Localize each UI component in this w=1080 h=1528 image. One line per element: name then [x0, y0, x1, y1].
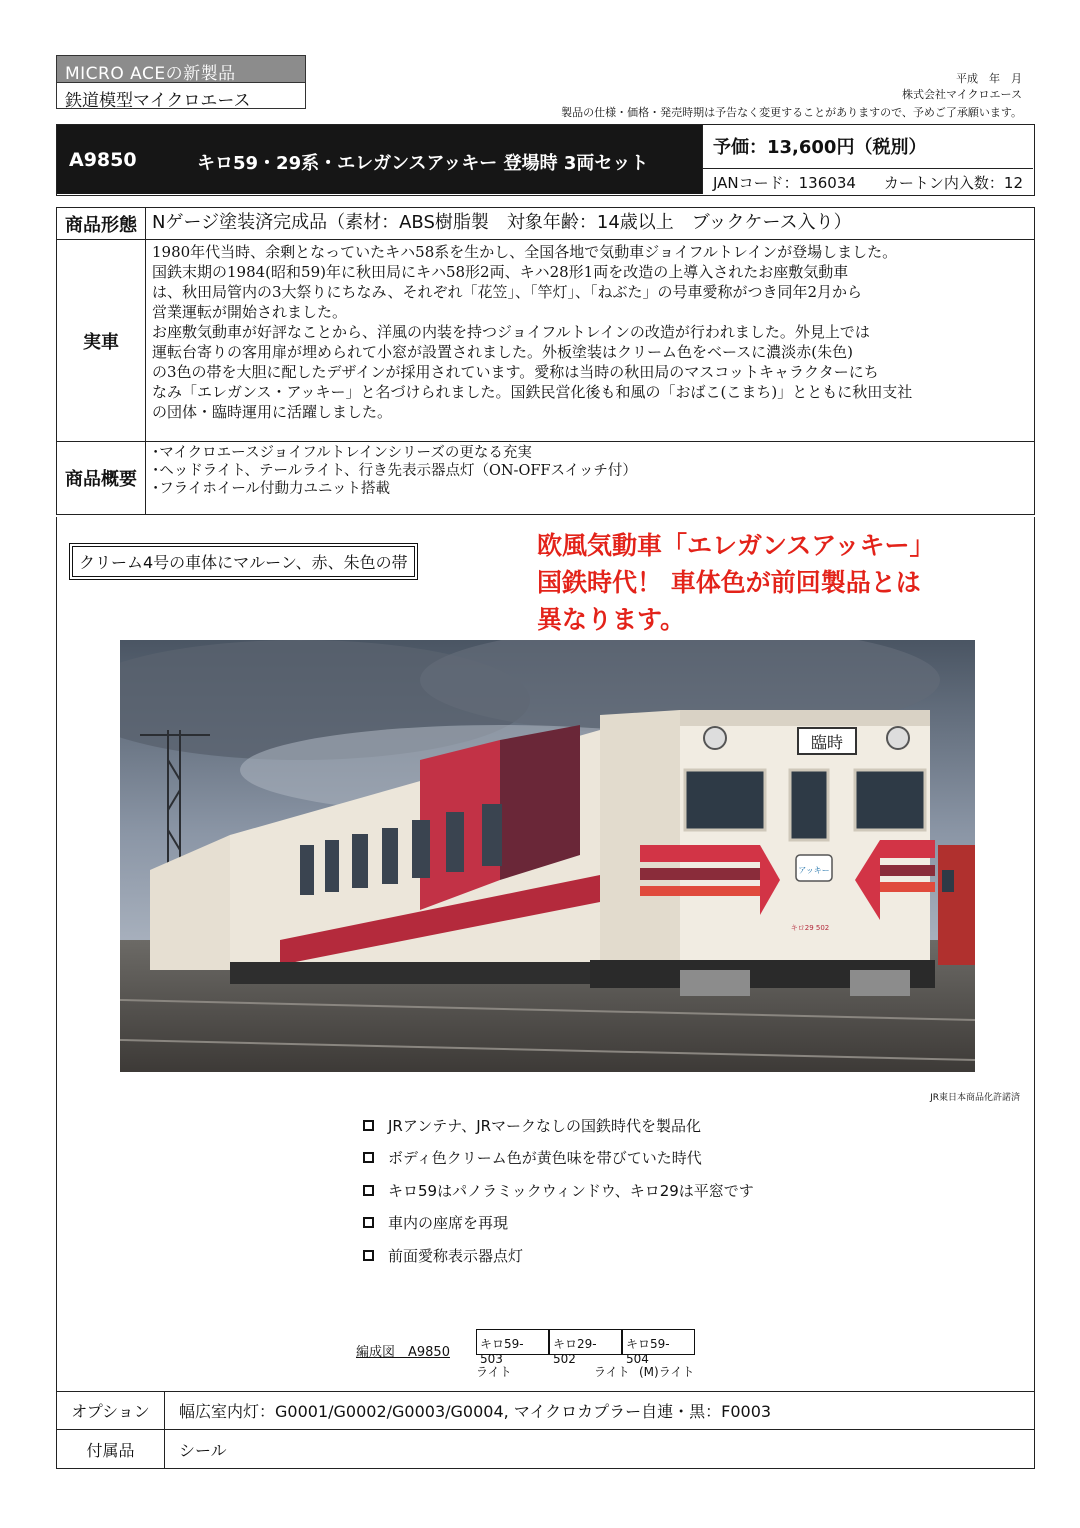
spec-overview-text [146, 442, 1034, 514]
title-block [57, 125, 702, 194]
checkbox-icon [363, 1217, 374, 1228]
spec-table [56, 207, 1035, 515]
feature-item: ボディ色クリーム色が黄色味を帯びていた時代 [363, 1142, 754, 1175]
option-value: 幅広室内灯：G0001/G0002/G0003/G0004, マイクロカプラー自連・黒：F0003 [179, 1402, 772, 1421]
spec-real-text [146, 240, 1034, 441]
real-line: 国鉄末期の1984(昭和59)年に秋田局にキハ58形2両、キハ28形1両を改造の上導入されたお座敷気動車 [152, 263, 849, 281]
formation-light: ライト [594, 1365, 630, 1379]
real-line: なみ「エレガンス・アッキー」と名づけられました。国鉄民営化後も和風の「おばこ(こまち)」とともに秋田支社 [152, 383, 913, 401]
spec-row-form [57, 208, 1034, 240]
jan-code: JANコード：136034 [713, 174, 856, 192]
feature-item: キロ59はパノラミックウィンドウ、キロ29は平窓です [363, 1174, 754, 1207]
spec-form-value: Nゲージ塗装済完成品（素材：ABS樹脂製 対象年齢：14歳以上 ブックケース入り） [152, 212, 852, 233]
accessory-label: 付属品 [57, 1430, 165, 1468]
red-heading-line: 欧風気動車「エレガンスアッキー」 [537, 531, 935, 560]
train-photo-image [120, 640, 975, 1072]
real-line: の団体・臨時運用に活躍しました。 [152, 403, 393, 421]
price-box: 予価：13,600円（税別） [702, 125, 1033, 169]
checkbox-icon [363, 1185, 374, 1196]
color-caption: クリーム4号の車体にマルーン、赤、朱色の帯 [72, 546, 415, 577]
formation-car: キロ29-502 [549, 1329, 622, 1355]
accessory-value: シール [179, 1440, 227, 1460]
spec-real-label: 実車 [57, 240, 146, 441]
option-row [57, 1392, 1034, 1430]
brand-box [56, 55, 306, 109]
date-line: 平成 年 月 [956, 72, 1022, 85]
destination-board: 臨時 [810, 733, 844, 752]
notice-text: 製品の仕様・価格・発売時期は予告なく変更することがありますので、予めご了承願います。 [561, 106, 1022, 119]
overview-line: ･フライホイール付動力ユニット搭載 [152, 481, 390, 497]
brand-new-product-label: MICRO ACEの新製品 [57, 56, 305, 82]
real-line: 営業運転が開始されました。 [152, 303, 348, 321]
red-heading [537, 527, 935, 638]
real-line: 1980年代当時、余剰となっていたキハ58系を生かし、全国各地で気動車ジョイフルトレインが登場しました。 [152, 243, 898, 261]
checkbox-icon [363, 1250, 374, 1261]
formation-light: (M)ライト [639, 1365, 695, 1379]
content-area [56, 517, 1035, 1391]
spec-row-overview [57, 442, 1034, 514]
real-line: お座敷気動車が好評なことから、洋風の内装を持つジョイフルトレインの改造が行われました。外見上では [152, 323, 870, 341]
red-heading-line: 国鉄時代！ 車体色が前回製品とは [537, 568, 921, 597]
real-line: 運転台寄りの客用扉が埋められて小窓が設置されました。外板塗装はクリーム色をベースに濃淡赤(朱色) [152, 343, 853, 361]
formation-car: キロ59-504 [622, 1329, 695, 1355]
color-caption-box [69, 543, 418, 580]
feature-item: 前面愛称表示器点灯 [363, 1239, 754, 1272]
spec-form-label: 商品形態 [57, 208, 146, 239]
product-title: キロ59・29系・エレガンスアッキー 登場時 3両セット [197, 153, 649, 174]
carton-count: カートン内入数：12 [883, 174, 1023, 192]
real-line: の3色の帯を大胆に配したデザインが採用されています。愛称は当時の秋田局のマスコットキャラクターにち [152, 363, 879, 381]
license-credit: JR東日本商品化許諾済 [930, 1093, 1020, 1103]
accessory-row [57, 1430, 1034, 1468]
product-code: A9850 [69, 149, 137, 171]
car-number-plate: キロ29 502 [790, 924, 830, 932]
train-photo [120, 640, 975, 1072]
formation-light: ライト [476, 1365, 512, 1379]
option-label: オプション [57, 1392, 165, 1429]
jan-box [702, 169, 1033, 194]
title-band [56, 124, 1035, 196]
formation-diagram [356, 1323, 796, 1383]
formation-car: キロ59-503 [476, 1329, 549, 1355]
checkbox-icon [363, 1120, 374, 1131]
feature-item: JRアンテナ、JRマークなしの国鉄時代を製品化 [363, 1109, 754, 1142]
brand-company-label: 鉄道模型マイクロエース [57, 82, 305, 108]
overview-line: ･マイクロエースジョイフルトレインシリーズの更なる充実 [152, 445, 532, 461]
checkbox-icon [363, 1152, 374, 1163]
red-heading-line: 異なります。 [537, 605, 686, 634]
feature-item: 車内の座席を再現 [363, 1207, 754, 1240]
company-name: 株式会社マイクロエース [901, 88, 1022, 101]
formation-label: 編成図 A9850 [356, 1345, 450, 1360]
bottom-table [56, 1391, 1035, 1469]
feature-list [363, 1109, 754, 1272]
spec-row-real [57, 240, 1034, 442]
spec-overview-label: 商品概要 [57, 442, 146, 514]
overview-line: ･ヘッドライト、テールライト、行き先表示器点灯（ON-OFFスイッチ付） [152, 463, 637, 479]
real-line: は、秋田局管内の3大祭りにちなみ、それぞれ「花笠」、「竿灯」、「ねぶた」の号車愛称がつき同年2月から [152, 283, 862, 301]
nickname-mark: アッキー [798, 866, 830, 875]
